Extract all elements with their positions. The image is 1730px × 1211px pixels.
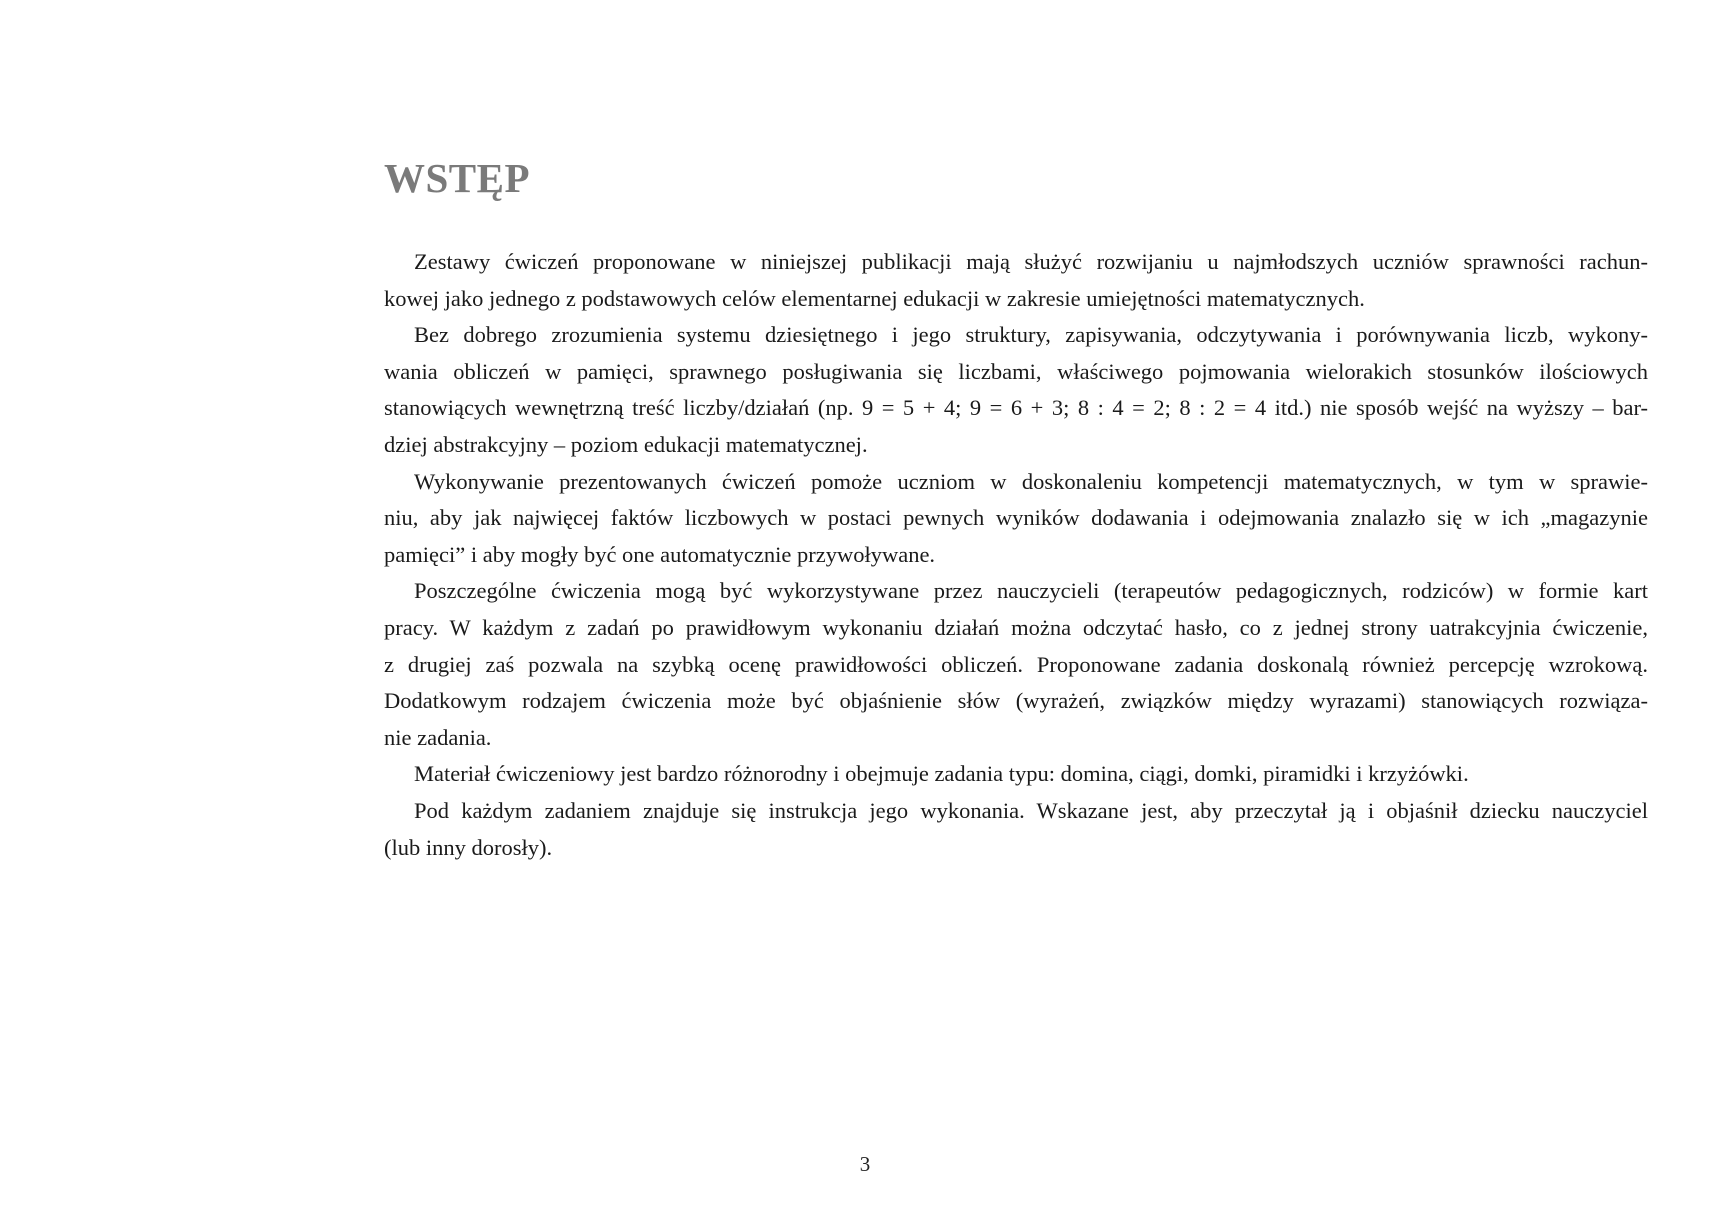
text-line: Poszczególne ćwiczenia mogą być wykorzystywane przez nauczycieli (terapeutów pedagogicznych, rodziców) w formie kart <box>414 578 1648 604</box>
text-line: niu, aby jak najwięcej faktów liczbowych w postaci pewnych wyników dodawania i odejmowania znalazło się w ich „magazynie <box>384 505 1648 531</box>
paragraph <box>384 317 1648 463</box>
text-line: dziej abstrakcyjny – poziom edukacji matematycznej. <box>384 431 868 457</box>
paragraph <box>384 793 1648 866</box>
text-line: nie zadania. <box>384 724 492 750</box>
paragraph <box>384 573 1648 756</box>
text-line: Dodatkowym rodzajem ćwiczenia może być objaśnienie słów (wyrażeń, związków między wyrazami) stanowiących rozwiąza- <box>384 688 1648 714</box>
text-line: pamięci” i aby mogły być one automatycznie przywoływane. <box>384 541 936 567</box>
text-line: wania obliczeń w pamięci, sprawnego posługiwania się liczbami, właściwego pojmowania wielorakich stosunków ilościowych <box>384 358 1648 384</box>
text-line: stanowiących wewnętrzną treść liczby/działań (np. 9 = 5 + 4; 9 = 6 + 3; 8 : 4 = 2; 8 : 2 = 4 itd.) nie sposób wejść na wyższy – bar- <box>384 395 1648 421</box>
body-text <box>384 244 1648 866</box>
text-line: Bez dobrego zrozumienia systemu dziesiętnego i jego struktury, zapisywania, odczytywania i porównywania liczb, wykony- <box>414 322 1648 348</box>
page-heading: WSTĘP <box>384 155 531 201</box>
text-line: Wykonywanie prezentowanych ćwiczeń pomoże uczniom w doskonaleniu kompetencji matematycznych, w tym w sprawie- <box>414 468 1648 494</box>
text-line: z drugiej zaś pozwala na szybką ocenę prawidłowości obliczeń. Proponowane zadania doskonalą również percepcję wzrokową. <box>384 651 1648 677</box>
text-line: pracy. W każdym z zadań po prawidłowym wykonaniu działań można odczytać hasło, co z jednej strony uatrakcyjnia ćwiczenie, <box>384 614 1648 640</box>
text-line: Zestawy ćwiczeń proponowane w niniejszej publikacji mają służyć rozwijaniu u najmłodszych uczniów sprawności rachun- <box>414 249 1648 274</box>
paragraph <box>384 244 1648 317</box>
text-line: Pod każdym zadaniem znajduje się instrukcja jego wykonania. Wskazane jest, aby przeczytał ją i objaśnił dziecku nauczyciel <box>414 797 1648 823</box>
text-line: (lub inny dorosły). <box>384 834 553 860</box>
text-line: Materiał ćwiczeniowy jest bardzo różnorodny i obejmuje zadania typu: domina, ciągi, domki, piramidki i krzyżówki. <box>414 761 1469 787</box>
page-number: 3 <box>859 1152 871 1176</box>
paragraph <box>384 756 1648 793</box>
paragraph <box>384 464 1648 574</box>
text-line: kowej jako jednego z podstawowych celów elementarnej edukacji w zakresie umiejętności matematycznych. <box>384 285 1365 311</box>
